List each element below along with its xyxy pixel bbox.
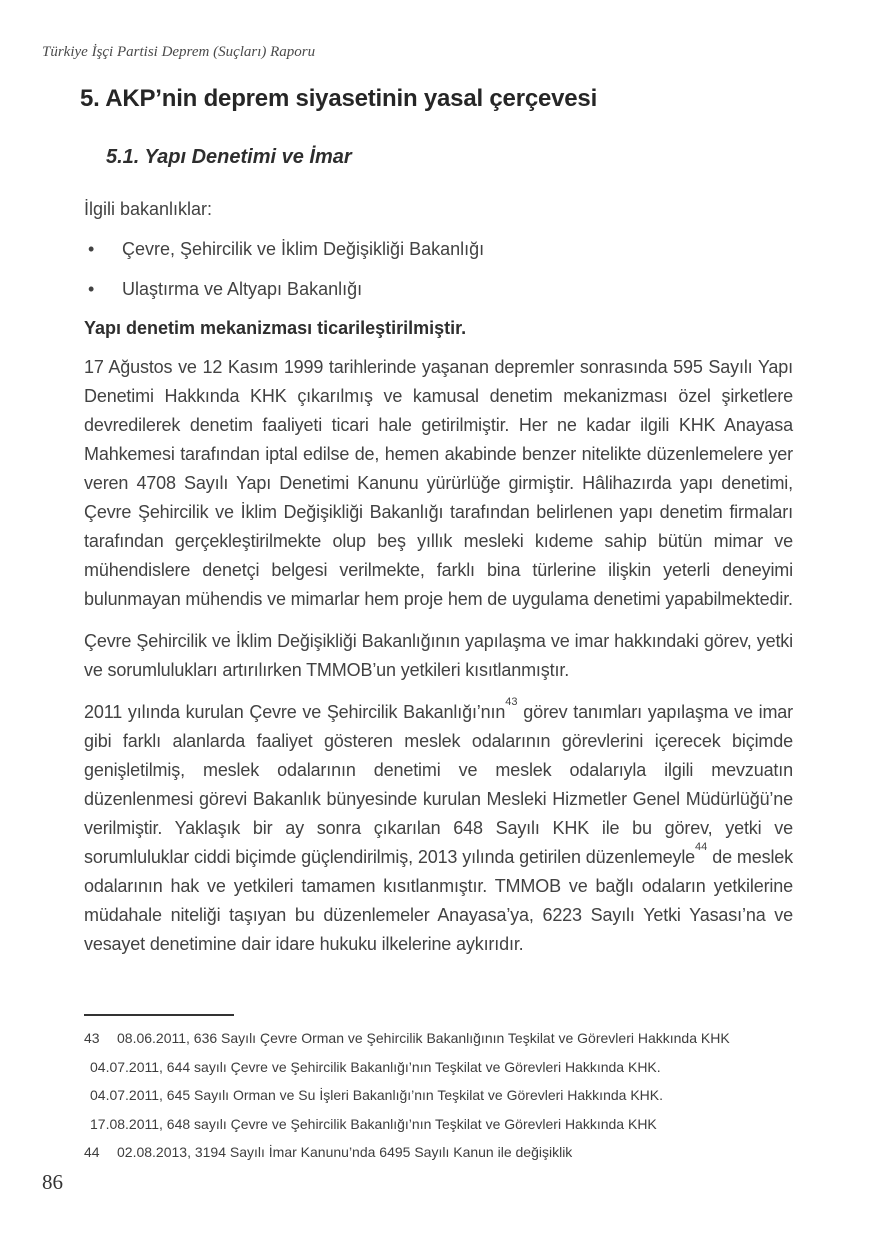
body-paragraph	[84, 698, 793, 959]
ministry-name: Ulaştırma ve Altyapı Bakanlığı	[122, 279, 363, 299]
footnote-line	[84, 1138, 793, 1167]
ministry-list	[84, 237, 793, 301]
ministry-name: Çevre, Şehircilik ve İklim Değişikliği Bakanlığı	[122, 239, 485, 259]
footnote-reference: 44	[695, 841, 708, 853]
footnote-number: 44	[84, 1144, 100, 1160]
footnote-separator	[84, 1014, 234, 1016]
footnote-text: 17.08.2011, 648 sayılı Çevre ve Şehircilik Bakanlığı’nın Teşkilat ve Görevleri Hakkında KHK	[90, 1115, 657, 1132]
paragraph-text: de meslek odalarının hak ve yetkileri tamamen kısıtlanmıştır. TMMOB ve bağlı odaların yetkilerine müdahale niteliği taşıyan bu düzenlemeler Anayasa’ya, 6223 Sayılı Yetki Yasası’na ve vesayet denetimine dair idare hukuku ilkelerine aykırıdır.	[84, 847, 794, 954]
footnote-line	[84, 1053, 793, 1082]
footnote-text: 02.08.2013, 3194 Sayılı İmar Kanunu’nda 6495 Sayılı Kanun ile değişiklik	[117, 1144, 573, 1160]
running-head: Türkiye İşçi Partisi Deprem (Suçları) Raporu	[42, 44, 316, 60]
body-paragraph: Çevre Şehircilik ve İklim Değişikliği Bakanlığının yapılaşma ve imar hakkındaki görev, yetki ve sorumlulukları artırılırken TMMOB’un yetkileri kısıtlanmıştır.	[84, 631, 793, 680]
intro-line: İlgili bakanlıklar:	[84, 199, 213, 219]
section-title: 5. AKP’nin deprem siyasetinin yasal çerçevesi	[80, 85, 598, 112]
footnote-reference: 43	[505, 696, 518, 708]
list-item	[84, 237, 793, 261]
subsection-title: 5.1. Yapı Denetimi ve İmar	[106, 146, 352, 168]
bullet-icon: •	[88, 239, 95, 259]
bullet-icon: •	[88, 279, 95, 299]
list-item	[84, 277, 793, 301]
footnote-text: 08.06.2011, 636 Sayılı Çevre Orman ve Şehircilik Bakanlığının Teşkilat ve Görevleri Hakkında KHK	[117, 1030, 730, 1046]
body-paragraph: 17 Ağustos ve 12 Kasım 1999 tarihlerinde yaşanan depremler sonrasında 595 Sayılı Yapı Denetimi Hakkında KHK çıkarılmış ve kamusal denetim mekanizması özel şirketlere devredilerek denetim faaliyeti ticari hale getirilmiştir. Her ne kadar ilgili KHK Anayasa Mahkemesi tarafından iptal edilse de, hemen akabinde benzer nitelikte düzenlemelere yer veren 4708 Sayılı Yapı Denetimi Kanunu yürürlüğe girmiştir. Hâlihazırda yapı denetimi, Çevre Şehircilik ve İklim Değişikliği Bakanlığı tarafından belirlenen yapı denetim firmaları tarafından gerçekleştirilmekte olup beş yıllık mesleki kıdeme sahip bütün mimar ve mühendislere denetçi belgesi verilmekte, farklı bina türlerine ilişkin yeterli deneyimi bulunmayan mühendis ve mimarlar hem proje hem de uygulama denetimi yapabilmektedir.	[84, 357, 793, 609]
footnote-line	[84, 1110, 793, 1139]
footnote-section	[84, 1014, 793, 1167]
bold-statement: Yapı denetim mekanizması ticarileştirilmiştir.	[84, 318, 467, 338]
footnote-text: 04.07.2011, 645 Sayılı Orman ve Su İşleri Bakanlığı’nın Teşkilat ve Görevleri Hakkında KHK.	[90, 1087, 663, 1103]
paragraph-text: 2011 yılında kurulan Çevre ve Şehircilik Bakanlığı’nın	[84, 702, 506, 722]
page-content	[80, 84, 794, 959]
footnote-line	[84, 1081, 793, 1110]
footnote-line	[84, 1024, 793, 1053]
page-number: 86	[42, 1170, 63, 1194]
footnote-number: 43	[84, 1030, 100, 1046]
footnote-text: 04.07.2011, 644 sayılı Çevre ve Şehircilik Bakanlığı’nın Teşkilat ve Görevleri Hakkında KHK.	[90, 1058, 661, 1075]
paragraph-text: görev tanımları yapılaşma ve imar gibi farklı alanlarda faaliyet gösteren meslek odalarının görevlerini içerecek biçimde genişletilmiş, meslek odalarının denetimi ve meslek odalarıyla ilgili mevzuatın düzenlenmesi görevi Bakanlık bünyesinde kurulan Mesleki Hizmetler Genel Müdürlüğü’ne verilmiştir. Yaklaşık bir ay sonra çıkarılan 648 Sayılı KHK ile bu görev, yetki ve sorumluluklar ciddi biçimde güçlendirilmiş, 2013 yılında getirilen düzenlemeyle	[84, 702, 794, 867]
